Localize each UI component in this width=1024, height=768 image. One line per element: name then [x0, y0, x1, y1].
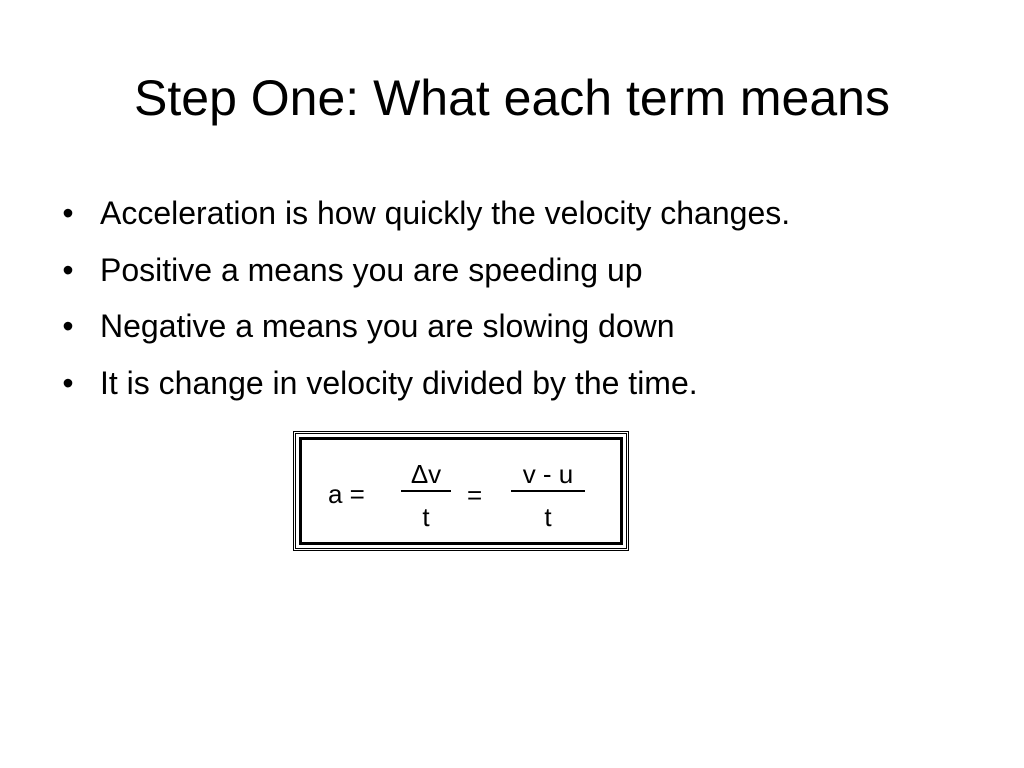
formula-lhs: a = [328, 479, 365, 509]
bullet-marker: • [62, 308, 74, 344]
bullet-marker: • [62, 364, 74, 401]
slide-title: Step One: What each term means [134, 70, 890, 126]
formula-box-inner [299, 437, 623, 545]
fraction-1-bar [401, 490, 451, 492]
bullet-item [58, 298, 790, 355]
bullet-text: Negative a means you are slowing down [100, 308, 675, 344]
bullet-text: It is change in velocity divided by the time. [100, 364, 698, 401]
fraction-1-numerator: Δv [410, 459, 442, 489]
fraction-2-bar [511, 490, 585, 492]
bullet-text: Positive a means you are speeding up [100, 251, 643, 288]
fraction-1-denominator: t [422, 502, 430, 532]
bullet-marker: • [62, 251, 74, 288]
formula-box [293, 431, 629, 551]
bullet-item [58, 242, 790, 299]
bullet-marker: • [62, 195, 74, 231]
bullet-item [58, 185, 790, 242]
bullet-list [58, 185, 790, 411]
bullet-text: Acceleration is how quickly the velocity changes. [100, 195, 791, 231]
fraction-2-denominator: t [544, 502, 552, 532]
formula-equals: = [467, 480, 483, 510]
bullet-item [58, 355, 790, 412]
fraction-2-numerator: v - u [522, 459, 574, 489]
